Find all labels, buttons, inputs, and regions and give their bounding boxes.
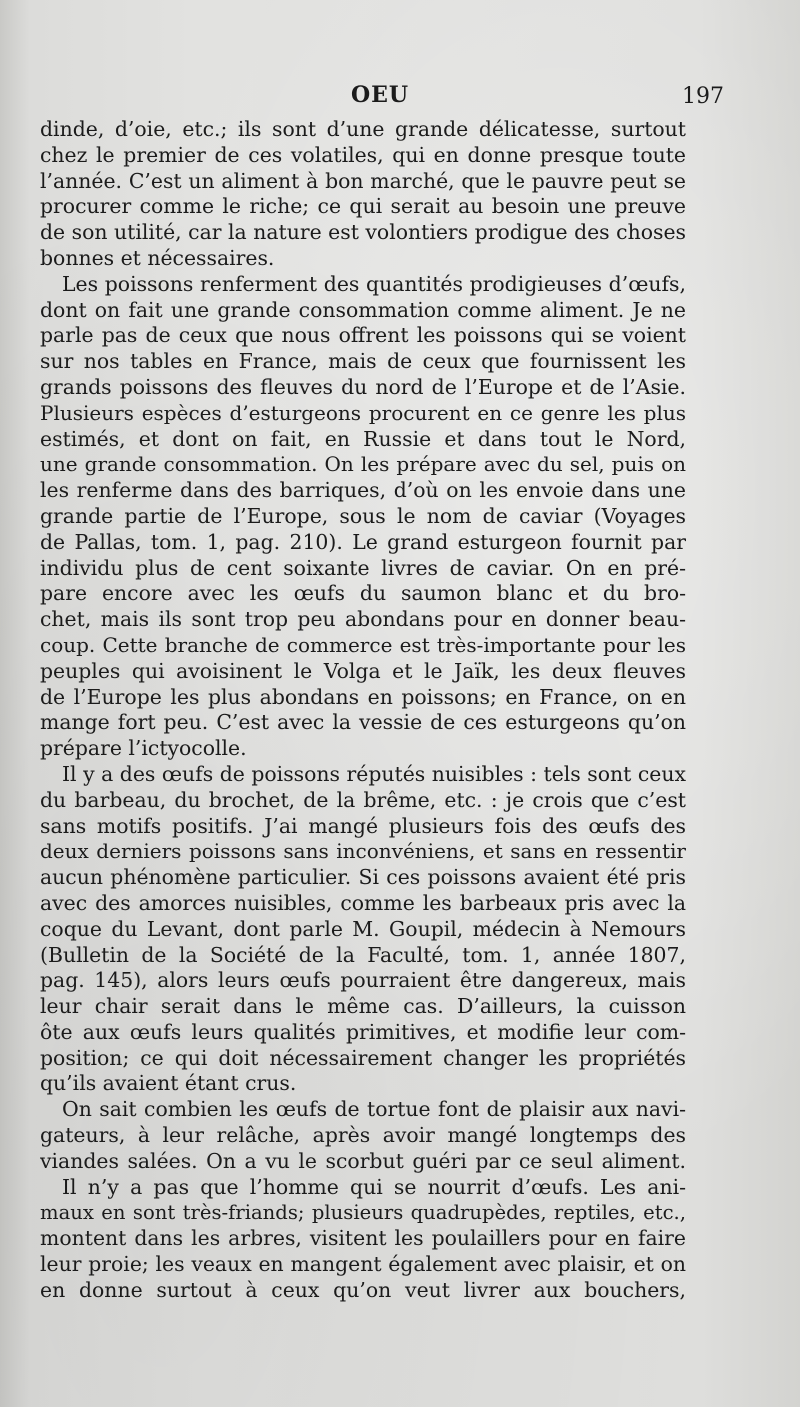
running-head — [40, 82, 724, 112]
text-line: dont on fait une grande consommation comme aliment. Je ne — [40, 297, 686, 322]
text-line: grande partie de l’Europe, sous le nom de caviar (Voyages — [40, 503, 686, 528]
text-line: grands poissons des fleuves du nord de l’Europe et de l’Asie. — [40, 374, 686, 399]
text-line: Il n’y a pas que l’homme qui se nourrit d’œufs. Les ani- — [62, 1174, 686, 1199]
text-line: mange fort peu. C’est avec la vessie de ces esturgeons qu’on — [40, 710, 686, 735]
body-text — [40, 117, 686, 1304]
text-line: en donne surtout à ceux qu’on veut livrer aux bouchers, — [40, 1277, 686, 1302]
text-line: On sait combien les œufs de tortue font de plaisir aux navi- — [62, 1097, 686, 1122]
text-line: pare encore avec les œufs du saumon blanc et du bro- — [40, 581, 686, 606]
text-line: montent dans les arbres, visitent les poulaillers pour en faire — [40, 1226, 686, 1251]
text-line: aucun phénomène particulier. Si ces poissons avaient été pris — [40, 865, 686, 890]
text-line: Il y a des œufs de poissons réputés nuisibles : tels sont ceux — [62, 761, 686, 786]
text-line: sans motifs positifs. J’ai mangé plusieurs fois des œufs des — [40, 813, 686, 838]
text-line: gateurs, à leur relâche, après avoir mangé longtemps des — [40, 1123, 686, 1148]
text-line: dinde, d’oie, etc.; ils sont d’une grande délicatesse, surtout — [40, 117, 686, 141]
text-line: deux derniers poissons sans inconvéniens, et sans en ressentir — [40, 839, 686, 864]
text-line: peuples qui avoisinent le Volga et le Jaïk, les deux fleuves — [40, 658, 686, 683]
text-line: position; ce qui doit nécessairement changer les propriétés — [40, 1045, 686, 1070]
text-line: de Pallas, tom. 1, pag. 210). Le grand esturgeon fournit par — [40, 529, 686, 554]
text-line: sur nos tables en France, mais de ceux que fournissent les — [40, 349, 686, 374]
text-line: les renferme dans des barriques, d’où on les envoie dans une — [40, 478, 686, 503]
text-line: estimés, et dont on fait, en Russie et dans tout le Nord, — [40, 426, 686, 451]
text-line: coup. Cette branche de commerce est très-importante pour les — [40, 632, 686, 657]
text-line: parle pas de ceux que nous offrent les poissons qui se voient — [40, 323, 686, 348]
running-title: OEU — [350, 82, 410, 108]
page-number: 197 — [682, 84, 724, 109]
text-line: du barbeau, du brochet, de la brême, etc. : je crois que c’est — [40, 787, 686, 812]
text-line: bonnes et nécessaires. — [40, 245, 275, 270]
text-line: viandes salées. On a vu le scorbut guéri par ce seul aliment. — [40, 1148, 686, 1173]
text-line: coque du Levant, dont parle M. Goupil, médecin à Nemours — [40, 916, 686, 941]
text-line: ôte aux œufs leurs qualités primitives, et modifie leur com- — [40, 1019, 686, 1044]
text-line: Les poissons renferment des quantités prodigieuses d’œufs, — [62, 271, 686, 296]
text-line: (Bulletin de la Société de la Faculté, tom. 1, année 1807, — [40, 942, 686, 967]
text-line: Plusieurs espèces d’esturgeons procurent en ce genre les plus — [40, 400, 686, 425]
text-line: maux en sont très-friands; plusieurs quadrupèdes, reptiles, etc., — [40, 1201, 686, 1225]
text-line: individu plus de cent soixante livres de caviar. On en pré- — [40, 555, 686, 580]
text-line: de son utilité, car la nature est volontiers prodigue des choses — [40, 220, 686, 245]
text-line: avec des amorces nuisibles, comme les barbeaux pris avec la — [40, 890, 686, 915]
text-line: pag. 145), alors leurs œufs pourraient être dangereux, mais — [40, 968, 686, 993]
text-line: chez le premier de ces volatiles, qui en donne presque toute — [40, 142, 686, 167]
text-line: une grande consommation. On les prépare avec du sel, puis on — [40, 452, 686, 477]
text-line: de l’Europe les plus abondans en poissons; en France, on en — [40, 684, 686, 709]
text-line: l’année. C’est un aliment à bon marché, que le pauvre peut se — [40, 168, 686, 193]
text-line: leur chair serait dans le même cas. D’ailleurs, la cuisson — [40, 994, 686, 1019]
text-line: prépare l’ictyocolle. — [40, 736, 247, 761]
text-line: chet, mais ils sont trop peu abondans pour en donner beau- — [40, 607, 686, 632]
text-line: leur proie; les veaux en mangent également avec plaisir, et on — [40, 1252, 686, 1277]
text-line: qu’ils avaient étant crus. — [40, 1071, 297, 1096]
text-line: procurer comme le riche; ce qui serait au besoin une preuve — [40, 194, 686, 219]
